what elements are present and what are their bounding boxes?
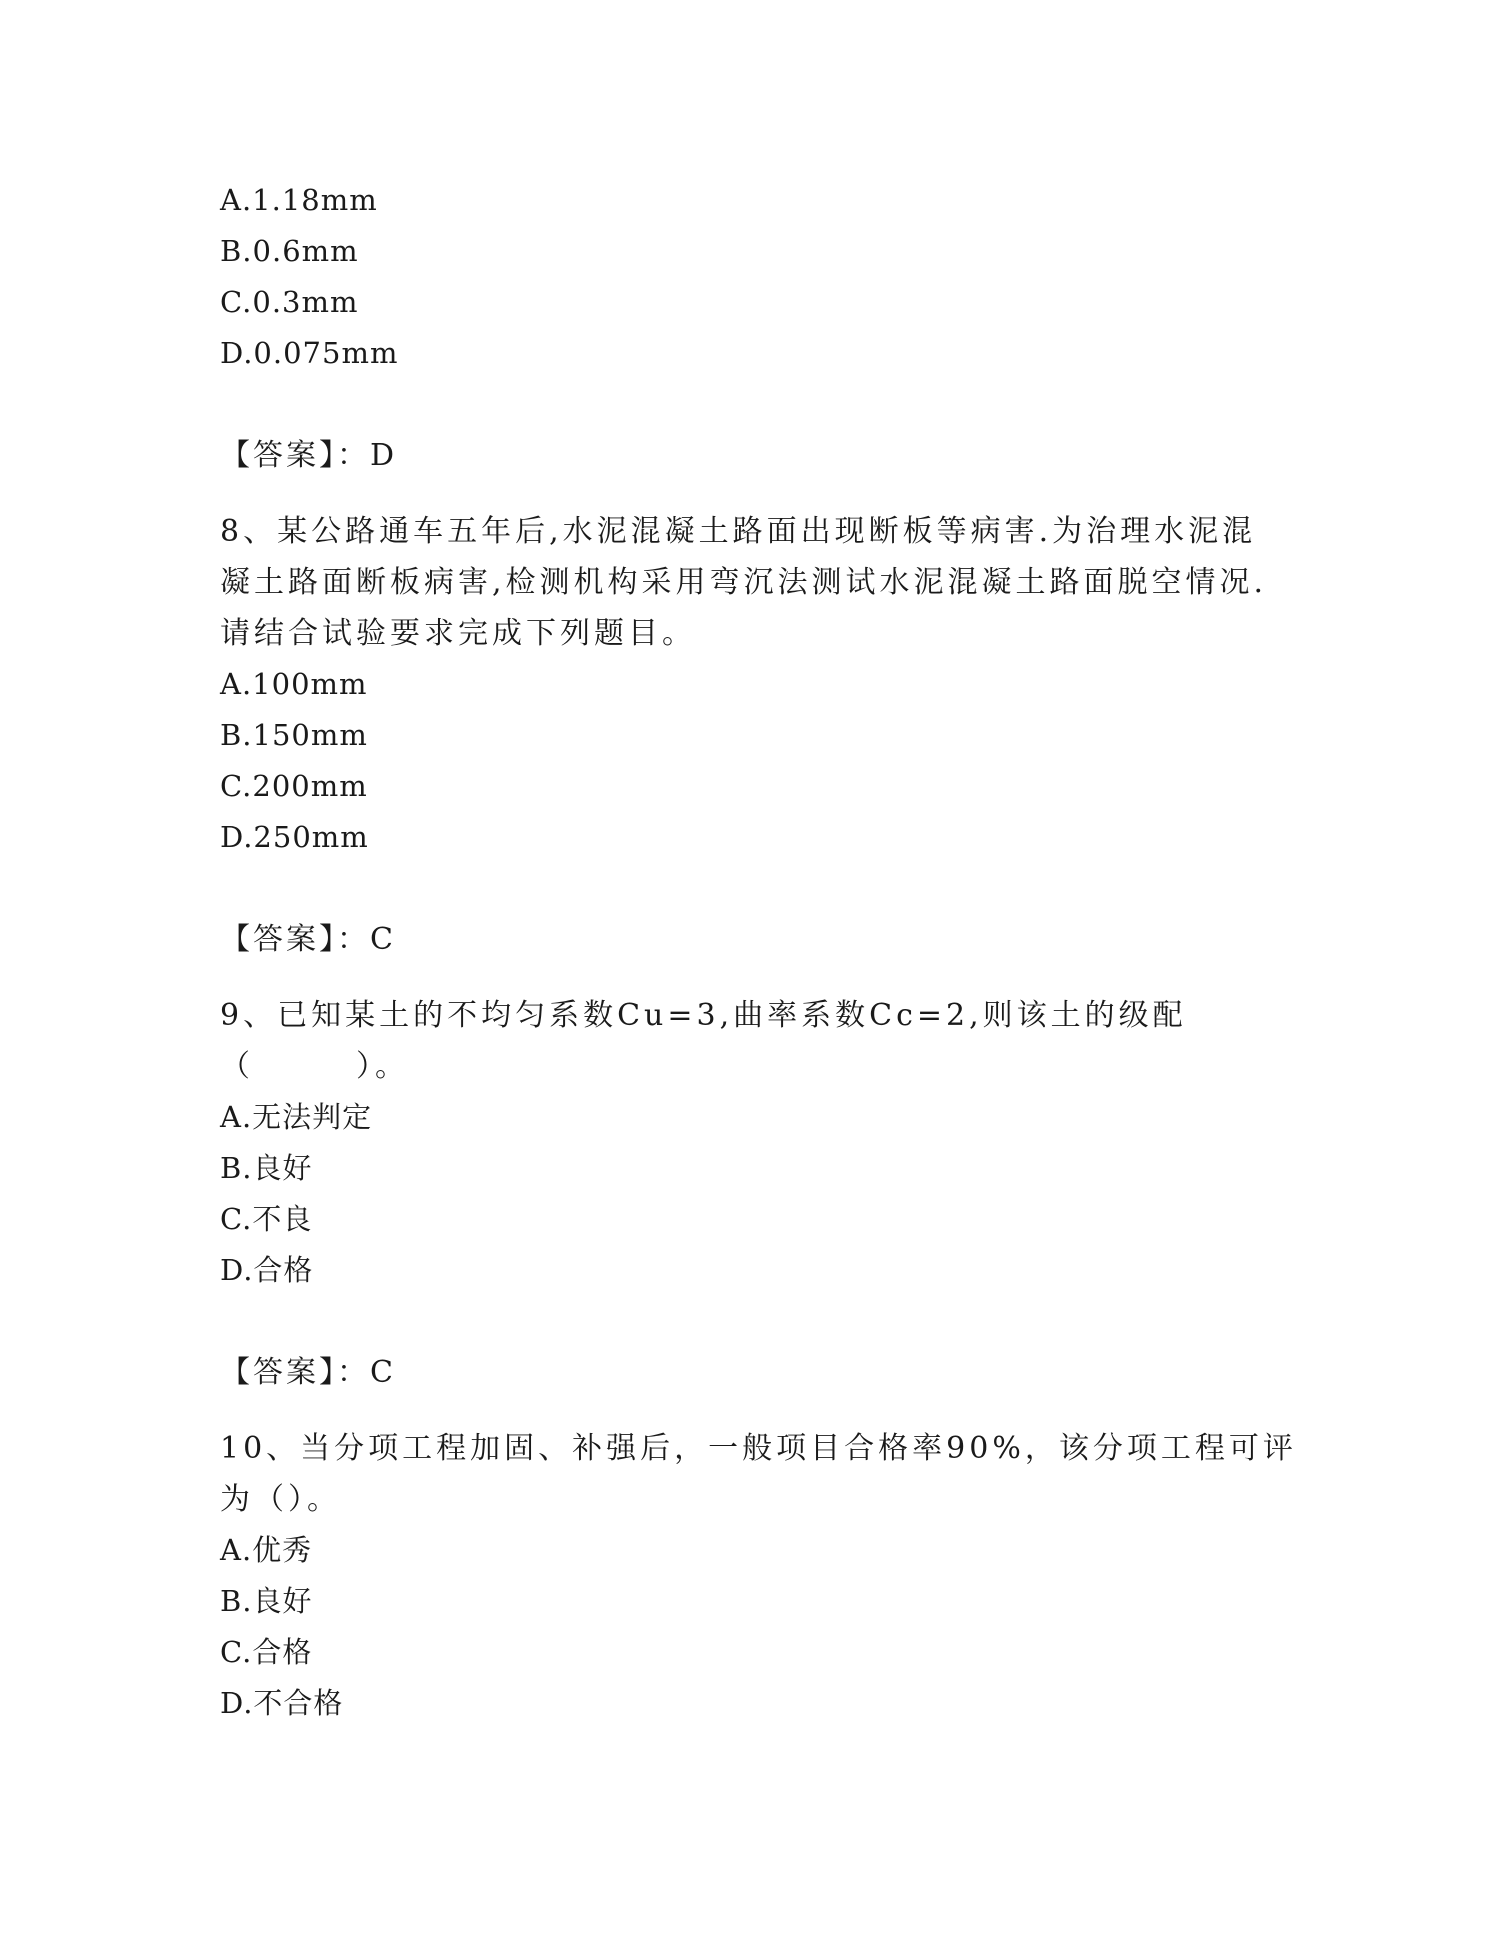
option-c: C.0.3mm: [220, 285, 359, 319]
question-10-stem: [220, 1423, 1300, 1525]
stem-line: （ ）。: [220, 1049, 409, 1084]
document-content: [220, 175, 1300, 1729]
option-c: C.200mm: [220, 769, 368, 803]
option-d: D.不合格: [220, 1686, 344, 1720]
stem-line: 为（）。: [220, 1482, 341, 1517]
question-9-stem: [220, 990, 1300, 1092]
option-b: B.良好: [220, 1584, 313, 1618]
answer-7: 【答案】：D: [220, 438, 398, 473]
answer-9: 【答案】：C: [220, 1355, 396, 1390]
question-7-options: [220, 175, 1300, 379]
stem-line: 9、已知某土的不均匀系数Cu=3,曲率系数Cc=2,则该土的级配: [220, 998, 1187, 1033]
stem-line: 请结合试验要求完成下列题目。: [220, 616, 696, 651]
stem-line: 凝土路面断板病害,检测机构采用弯沉法测试水泥混凝土路面脱空情况.: [220, 565, 1268, 600]
answer-8: 【答案】：C: [220, 922, 396, 957]
option-d: D.合格: [220, 1253, 314, 1287]
option-c: C.不良: [220, 1202, 313, 1236]
question-8-options: [220, 659, 1300, 863]
option-a: A.无法判定: [220, 1100, 373, 1134]
option-d: D.0.075mm: [220, 336, 399, 370]
option-a: A.100mm: [220, 667, 368, 701]
option-b: B.150mm: [220, 718, 368, 752]
option-a: A.优秀: [220, 1533, 313, 1567]
option-a: A.1.18mm: [220, 183, 378, 217]
stem-line: 10、当分项工程加固、补强后，一般项目合格率90%，该分项工程可评: [220, 1431, 1297, 1466]
question-10-options: [220, 1525, 1300, 1729]
option-c: C.合格: [220, 1635, 313, 1669]
question-9-options: [220, 1092, 1300, 1296]
option-b: B.良好: [220, 1151, 313, 1185]
option-d: D.250mm: [220, 820, 369, 854]
stem-line: 8、某公路通车五年后,水泥混凝土路面出现断板等病害.为治理水泥混: [220, 514, 1257, 549]
option-b: B.0.6mm: [220, 234, 359, 268]
question-8-stem: [220, 506, 1300, 659]
